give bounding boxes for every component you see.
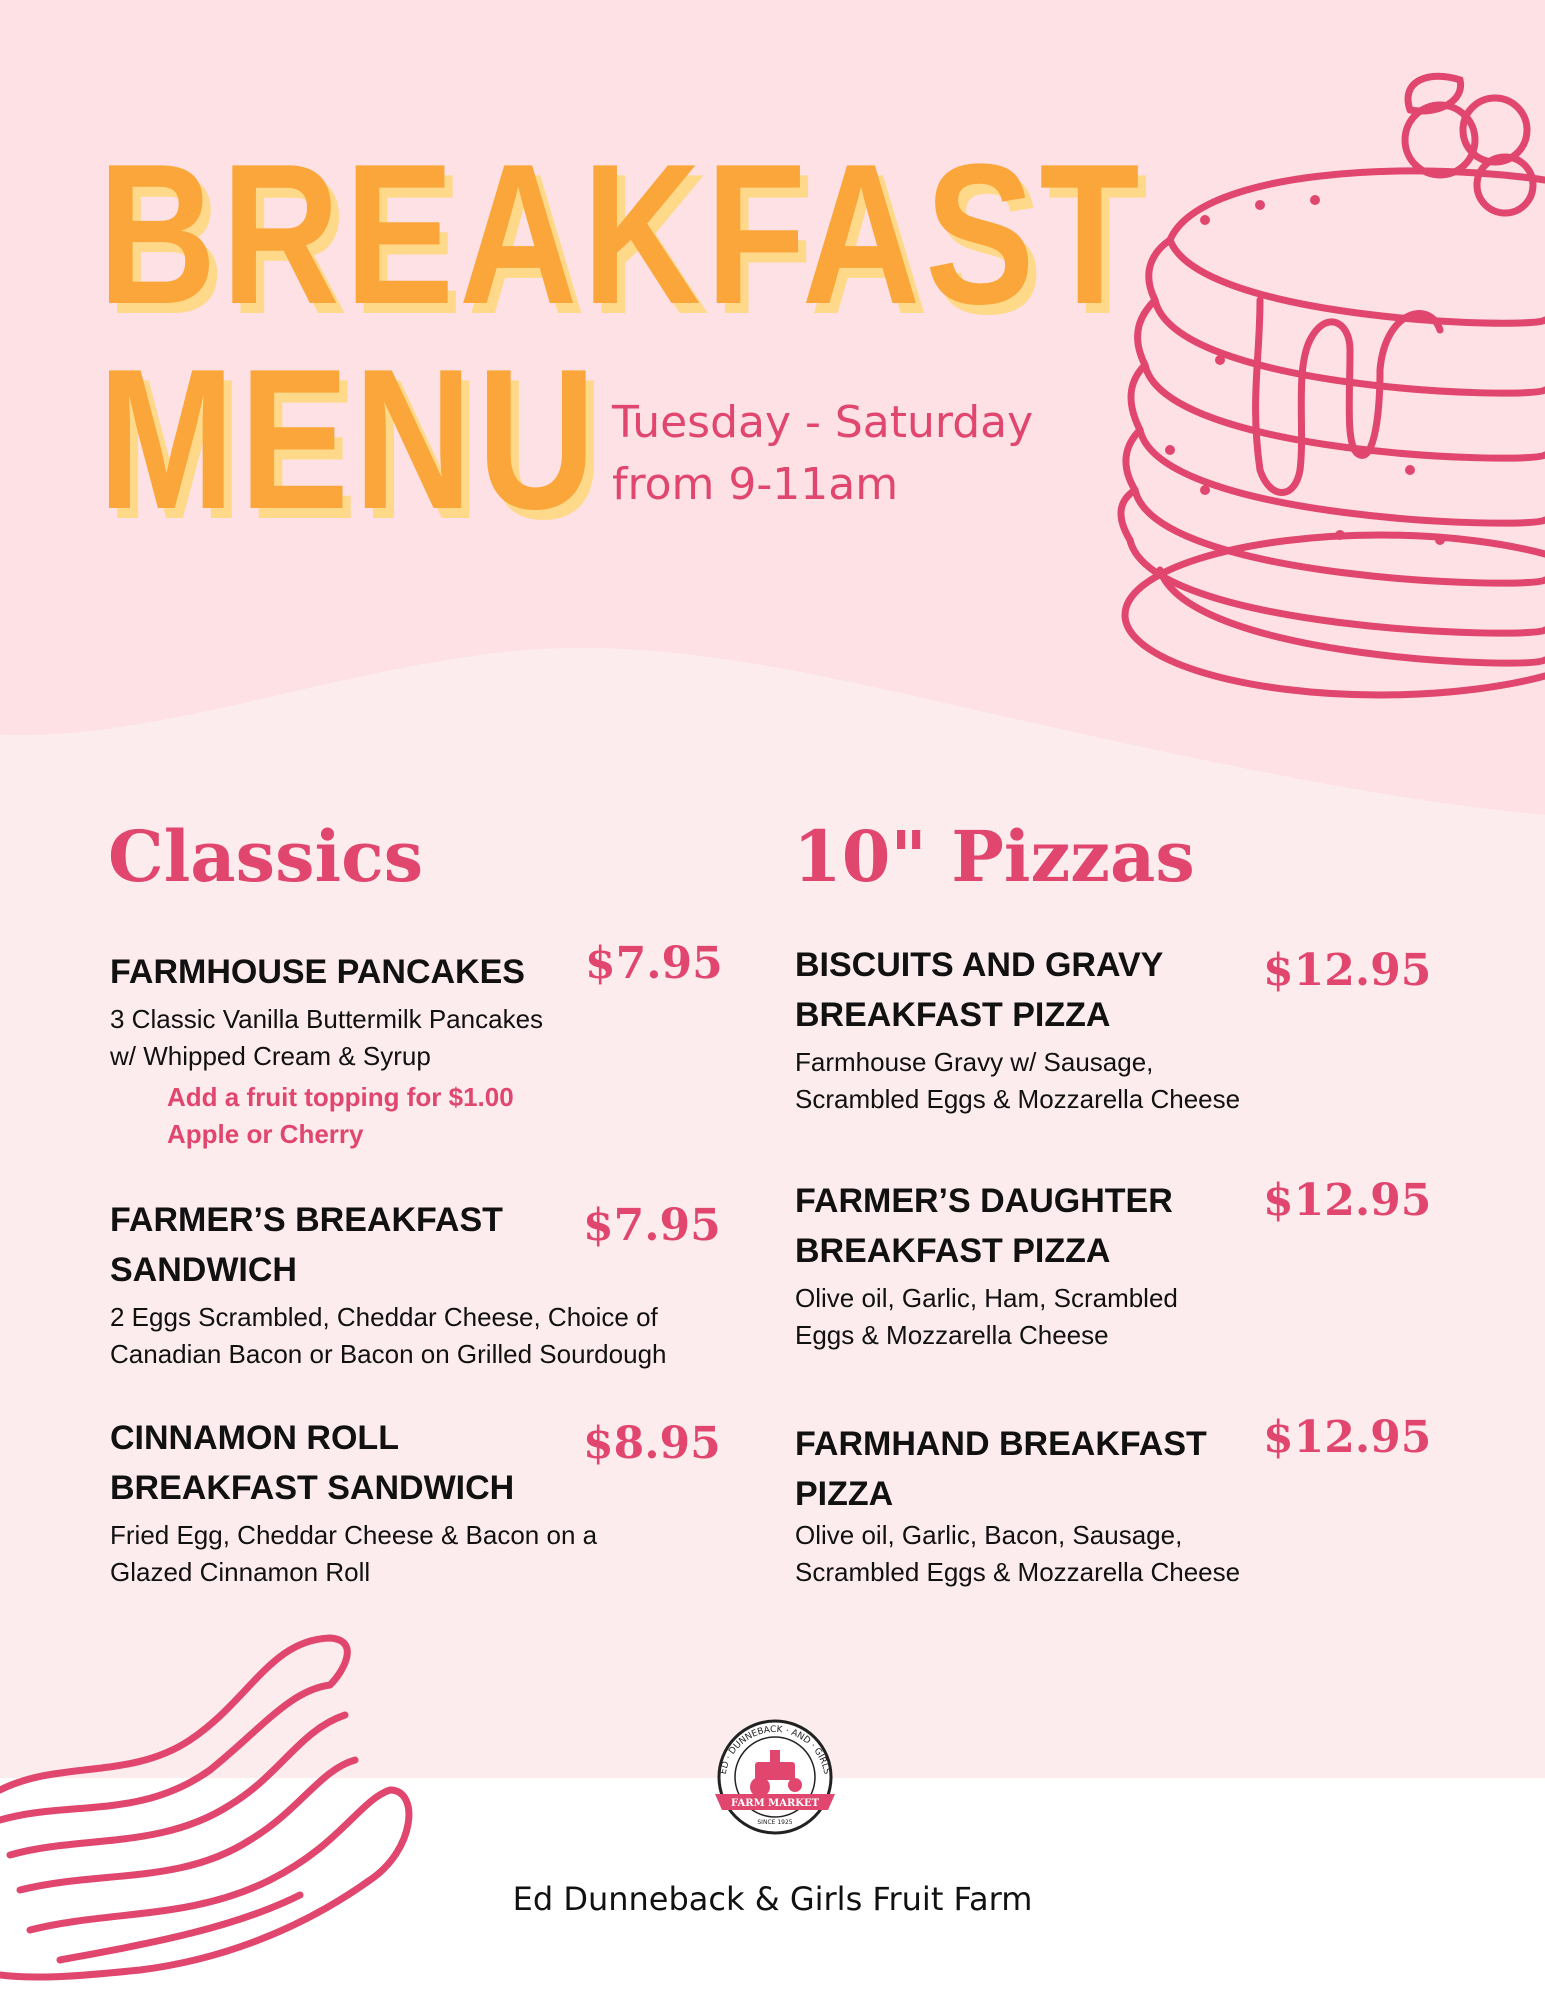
menu-title-line1: BREAKFAST: [98, 123, 1145, 346]
item-name: [110, 1195, 580, 1295]
item-description: [110, 1517, 730, 1591]
item-price: $12.95: [1263, 1412, 1432, 1463]
desc-line: w/ Whipped Cream & Syrup: [110, 1041, 431, 1071]
item-name: FARMHOUSE PANCAKES: [110, 953, 525, 991]
logo-ring-text: ED · DUNNEBACK · AND · GIRLS: [718, 1724, 832, 1776]
schedule-days: Tuesday - Saturday: [612, 397, 1034, 448]
item-price: $7.95: [585, 938, 723, 989]
item-price: $8.95: [583, 1418, 721, 1469]
bacon-illustration: [0, 1630, 420, 2000]
logo-since-text: SINCE 1925: [757, 1819, 793, 1826]
item-description: [110, 1299, 730, 1373]
desc-line: Scrambled Eggs & Mozzarella Cheese: [795, 1084, 1241, 1114]
name-line: BISCUITS AND GRAVY: [795, 946, 1164, 984]
name-line: FARMHAND BREAKFAST: [795, 1425, 1207, 1463]
item-description: [795, 1280, 1415, 1354]
name-line: BREAKFAST PIZZA: [795, 1232, 1111, 1270]
menu-title-line2: MENU: [98, 328, 601, 551]
note-line: Apple or Cherry: [167, 1119, 364, 1149]
name-line: FARMER’S BREAKFAST: [110, 1201, 503, 1239]
desc-line: Eggs & Mozzarella Cheese: [795, 1320, 1109, 1350]
item-name: [110, 1413, 580, 1513]
note-line: Add a fruit topping for $1.00: [167, 1082, 514, 1112]
desc-line: Glazed Cinnamon Roll: [110, 1557, 371, 1587]
pizzas-heading: 10" Pizzas: [793, 815, 1195, 898]
item-description: [795, 1517, 1415, 1591]
item-description: [795, 1044, 1415, 1118]
desc-line: Farmhouse Gravy w/ Sausage,: [795, 1047, 1154, 1077]
item-name: [795, 1176, 1265, 1276]
pancake-stack-illustration: [1110, 70, 1545, 710]
classics-heading: Classics: [108, 815, 424, 898]
desc-line: Fried Egg, Cheddar Cheese & Bacon on a: [110, 1520, 598, 1550]
item-note: [167, 1079, 730, 1153]
desc-line: 2 Eggs Scrambled, Cheddar Cheese, Choice of: [110, 1302, 658, 1332]
item-name: [795, 940, 1265, 1040]
item-name: [795, 1419, 1265, 1519]
farm-market-logo: [700, 1712, 850, 1844]
name-line: CINNAMON ROLL: [110, 1419, 399, 1457]
name-line: PIZZA: [795, 1475, 894, 1513]
item-price: $12.95: [1263, 945, 1432, 996]
desc-line: Olive oil, Garlic, Ham, Scrambled: [795, 1283, 1178, 1313]
name-line: BREAKFAST PIZZA: [795, 996, 1111, 1034]
name-line: FARMER’S DAUGHTER: [795, 1182, 1173, 1220]
name-line: BREAKFAST SANDWICH: [110, 1469, 515, 1507]
desc-line: Olive oil, Garlic, Bacon, Sausage,: [795, 1520, 1183, 1550]
desc-line: Scrambled Eggs & Mozzarella Cheese: [795, 1557, 1241, 1587]
name-line: SANDWICH: [110, 1251, 297, 1289]
item-price: $12.95: [1263, 1175, 1432, 1226]
footer-farm-name: Ed Dunneback & Girls Fruit Farm: [512, 1880, 1033, 1918]
item-description: [110, 1001, 730, 1075]
desc-line: 3 Classic Vanilla Buttermilk Pancakes: [110, 1004, 544, 1034]
logo-banner-text: FARM MARKET: [730, 1798, 820, 1809]
schedule: [612, 392, 1033, 516]
item-price: $7.95: [583, 1200, 721, 1251]
desc-line: Canadian Bacon or Bacon on Grilled Sourdough: [110, 1339, 667, 1369]
schedule-hours: from 9-11am: [612, 459, 899, 510]
